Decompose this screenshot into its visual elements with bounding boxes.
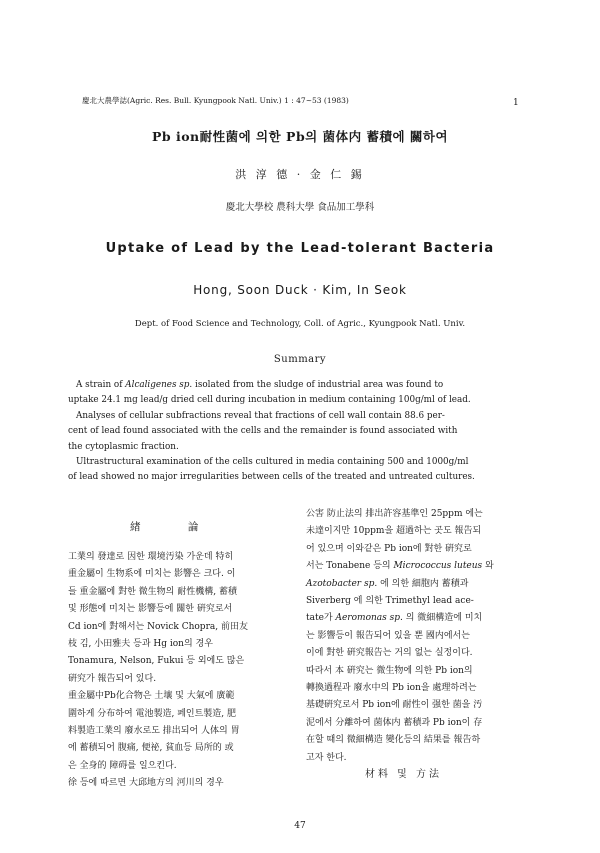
text-run: Ultrastructural examination of the cells cultured in media containing 500 and 1000g/ml: [76, 457, 469, 468]
left-column-line: 重金屬이 生物系에 미치는 影響은 크다. 이: [68, 569, 236, 580]
right-column-line: [306, 663, 524, 680]
text-run: 이에 對한 硏究報告는 거의 없는 실정이다.: [306, 648, 473, 659]
left-column-line: 徐 등에 따르면 大邱地方의 河川의 경우: [68, 778, 224, 789]
text-run: 어 있으며 이와같은 Pb ion에 對한 硏究로: [306, 543, 472, 554]
text-run: 따라서 本 硏究는 微生物에 의한 Pb ion의: [306, 665, 473, 676]
text-run: 는 影響등이 報告되어 있을 뿐 國内에서는: [306, 630, 470, 641]
title-english: Uptake of Lead by the Lead-tolerant Bacteria: [105, 241, 495, 256]
text-run: 未達이지만 10ppm을 超過하는 곳도 報告되: [306, 526, 482, 537]
left-column-line: Cd ion에 對해서는 Novick Chopra, 前田友: [68, 621, 248, 632]
right-column-line: [306, 715, 524, 732]
summary-line: [68, 409, 516, 424]
text-run: 泥에서 分離하여 菌体内 蓄積과 Pb ion이 存: [306, 717, 483, 728]
text-run: of lead showed no major irregularities between cells of the treated and untreated cultures.: [68, 472, 475, 483]
text-run: Analyses of cellular subfractions reveal that fractions of cell wall contain 88.6 per-: [76, 410, 445, 421]
left-column-line: Tonamura, Nelson, Fukui 등 외에도 많은: [68, 656, 245, 667]
summary-line: [68, 378, 516, 393]
left-column-line: 은 全身的 障碍를 일으킨다.: [68, 760, 177, 771]
right-column-line: [306, 558, 524, 575]
text-run: uptake 24.1 mg lead/g dried cell during incubation in medium containing 100g/ml of lead.: [68, 395, 471, 406]
right-column-line: [306, 645, 524, 662]
right-column-line: [306, 576, 524, 593]
left-column-line: 硏究가 報告되어 있다.: [68, 673, 157, 684]
italic-term: Aeromonas sp.: [335, 613, 403, 624]
text-run: 에 의한 細胞内 蓄積과: [377, 578, 469, 589]
italic-term: Alcaligenes sp.: [125, 380, 193, 390]
right-column-line: [306, 628, 524, 645]
right-column-line: [306, 506, 524, 523]
authors-korean: 洪 淳 德 · 金 仁 錫: [235, 168, 365, 181]
text-run: A strain of: [76, 380, 126, 390]
left-column-line: 圍하게 分布하여 電池製造, 페인트製造, 肥: [68, 708, 237, 719]
text-run: 의 微細構造에 미치: [402, 613, 483, 624]
summary-line: [68, 393, 516, 408]
section-heading-introduction: 緖 論: [130, 521, 221, 533]
summary-line: [68, 440, 516, 455]
left-column-line: 工業의 發達로 因한 環境汚染 가운데 特히: [68, 552, 234, 562]
text-run: 와: [482, 561, 494, 572]
text-run: the cytoplasmic fraction.: [68, 441, 179, 452]
journal-citation: 慶北大農學誌(Agric. Res. Bull. Kyungpook Natl. Univ.) 1 : 47~53 (1983): [82, 96, 349, 105]
right-column-line: [306, 732, 524, 749]
right-column-line: [306, 541, 524, 558]
affiliation-english: Dept. of Food Science and Technology, Coll. of Agric., Kyungpook Natl. Univ.: [134, 319, 466, 329]
text-run: isolated from the sludge of industrial area was found to: [192, 380, 444, 390]
summary-line: [68, 424, 516, 439]
right-column-text: [306, 506, 524, 767]
text-run: 公害 防止法의 排出許容基準인 25ppm 에는: [306, 509, 483, 519]
right-column-line: [306, 523, 524, 540]
affiliation-korean: 慶北大學校 農科大學 食品加工學科: [225, 202, 375, 213]
right-column-line: [306, 610, 524, 627]
text-run: 基礎硏究로서 Pb ion에 耐性이 强한 菌을 汚: [306, 700, 483, 711]
section-heading-methods: 材料 및 方法: [365, 769, 443, 780]
authors-english: Hong, Soon Duck · Kim, In Seok: [193, 283, 407, 297]
right-column-line: [306, 593, 524, 610]
left-column-line: 에 蓄積되어 腹痛, 便祕, 貧血등 局所的 或: [68, 743, 234, 754]
italic-term: Azotobacter sp.: [306, 578, 378, 589]
summary-body: [68, 378, 516, 486]
summary-heading: Summary: [273, 354, 327, 365]
left-column-line: 들 重金屬에 對한 微生物의 耐性機構, 蓄積: [68, 586, 237, 597]
text-run: 고자 한다.: [306, 752, 347, 763]
italic-term: Micrococcus luteus: [393, 561, 483, 572]
text-run: 在할 때의 微細構造 變化등의 結果를 報告하: [306, 735, 481, 746]
text-run: 轉換過程과 廢水中의 Pb ion을 處理하려는: [306, 683, 477, 694]
summary-line: [68, 470, 516, 485]
summary-line: [68, 455, 516, 470]
left-column-line: 料製造工業의 廢水로도 排出되어 人体의 胃: [68, 726, 240, 737]
left-column-text: [68, 549, 286, 793]
text-run: 서는 Tonabene 등의: [306, 561, 394, 572]
text-run: Siverberg 에 의한 Trimethyl lead ace-: [306, 596, 474, 607]
text-run: tate가: [306, 613, 336, 624]
right-column-line: [306, 697, 524, 714]
text-run: cent of lead found associated with the cells and the remainder is found associated with: [68, 426, 458, 437]
right-column-line: [306, 680, 524, 697]
title-korean: Pb ion耐性菌에 의한 Pb의 菌体内 蓄積에 關하여: [151, 129, 449, 144]
page-number-top: 1: [513, 98, 519, 108]
left-column-line: 重金屬中Pb化合物은 土壤 및 大氣에 廣範: [68, 691, 235, 702]
left-column-line: 枝 김, 小田雅夫 등과 Hg ion의 경우: [68, 639, 213, 650]
page-number-footer: 47: [294, 821, 306, 831]
left-column-line: 및 形態에 미치는 影響등에 關한 硏究로서: [68, 604, 233, 615]
